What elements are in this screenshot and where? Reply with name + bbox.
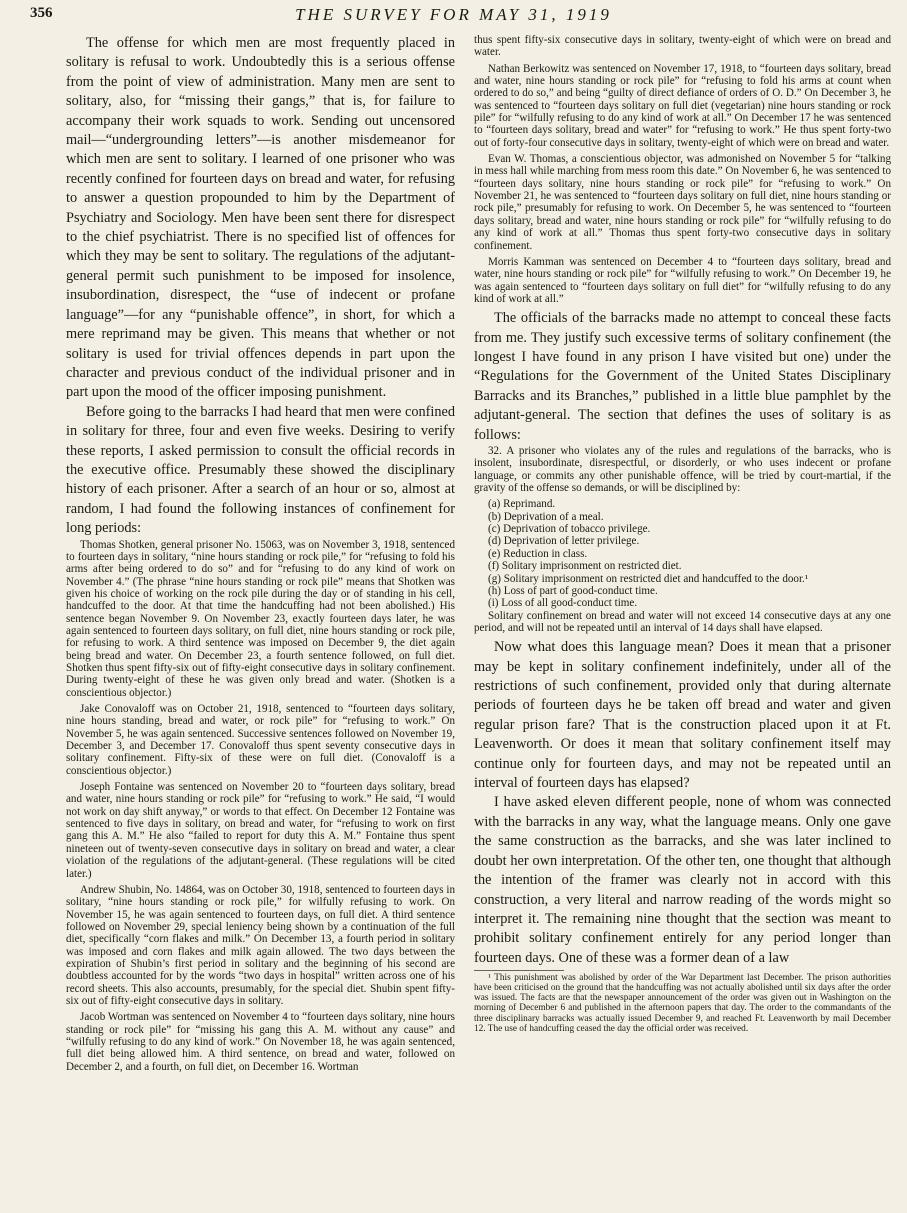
regulation-item: (a) Reprimand. — [488, 498, 556, 511]
regulation-item: (h) Loss of part of good-conduct time. — [488, 584, 658, 597]
regulation-item: (b) Deprivation of a meal. — [488, 510, 604, 523]
right-column — [474, 34, 891, 1034]
case-record-paragraph: Evan W. Thomas, a conscientious objector, was admonished on November 5 for “talking in mess hall while marching from mess room this date.” On November 6, he was sentenced to “fourteen days solitary, nine hours standing or rock pile” for “refusing to work.” On November 21, he was sentenced to “fourteen days solitary on full diet, nine hours standing or rock pile,” presumably for refusing to work. On December 5, he was sentenced to “fourteen days solitary, bread and water, nine hours standing or rock pile” for “wilfully refusing to do any kind of work at all.” Thomas thus spent forty-two consecutive days in solitary confinement. — [474, 153, 891, 252]
regulation-item: (e) Reduction in class. — [488, 547, 588, 560]
body-paragraph: Before going to the barracks I had heard that men were confined in solitary for three, four and even five weeks. Desiring to verify these reports, I asked permission to consult the official records in the executive office. Presumably these showed the disciplinary history of each prisoner. After a search of an hour or so, almost at random, I had found the following instances of confinement for long periods: — [66, 403, 455, 537]
case-record-paragraph: 32. A prisoner who violates any of the rules and regulations of the barracks, who is insolent, insubordinate, disrespectful, or disorderly, or who uses indecent or profane language, or commits any other punishable offence, will be tried by court-martial, if the gravity of the offense so demands, or will be disciplined by: — [474, 445, 891, 495]
body-paragraph: I have asked eleven different people, none of whom was connected with the barracks in any way, what the language means. Only one gave the same construction as the barracks, and she was later inclined to doubt her own interpretation. Of the other ten, one thought that although the intention of the framer was clearly not in accord with this construction, a very literal and narrow reading of the words might so interpret it. The remaining nine thought that the section was meant to prohibit solitary confinement entirely for any period longer than fourteen days. One of these was a former dean of a law — [474, 794, 891, 966]
regulation-item: (c) Deprivation of tobacco privilege. — [488, 523, 651, 536]
case-record-paragraph: Thomas Shotken, general prisoner No. 15063, was on November 3, 1918, sentenced to fourteen days in solitary, “nine hours standing or rock pile,” for “refusing to fold his arms after being ordered to do so” and for “refusing to do any kind of work on November 4.” (The phrase “nine hours standing or rock pile” means that Shotken was given his choice of working on the rock pile during the day or of standing in his cell, handcuffed to the door. At that time the handcuffing had not been abolished.) His sentence began November 9. On November 23, exactly fourteen days later, he was again sentenced to fourteen days solitary, on full diet, nine hours standing or rock pile, for refusing to work. A third sentence was imposed on December 9, the diet again being bread and water. On December 23, a fourth sentence followed, on full diet. Shotken thus spent fifty-six out of fifty-eight consecutive days in solitary confinement. During twenty-eight of these he was given only bread and water. (Shotken is a conscientious objector.) — [66, 538, 455, 699]
case-record-paragraph: Morris Kamman was sentenced on December 4 to “fourteen days solitary, bread and water, nine hours standing or rock pile” for “wilfully refusing to work.” On December 19, he was again sentenced to “fourteen days solitary on full diet” for “wilfully refusing to do any kind of work at all.” — [474, 255, 891, 305]
case-record-paragraph: Jacob Wortman was sentenced on November 4 to “fourteen days solitary, nine hours standing or rock pile” for “missing his gang this A. M. without any cause” and “wilfully refusing to do any kind of work.” On November 18, he was again sentenced, full diet being allowed him. A third sentence, on bread and water, followed on December 2, and a fourth, on full diet, on December 16. Wortman — [66, 1011, 455, 1073]
left-column — [66, 34, 455, 1077]
case-record-paragraph: Jake Conovaloff was on October 21, 1918, sentenced to “fourteen days solitary, nine hours standing, bread and water, or rock pile” for “refusing to work.” On November 5, he was again sentenced. Successive sentences followed on November 19, December 3, and December 17. Conovaloff thus spent seventy consecutive days in solitary confinement. Fifty-six of these were on full diet. (Conovaloff is a conscientious objector.) — [66, 703, 455, 777]
running-title: THE SURVEY FOR MAY 31, 1919 — [295, 5, 612, 24]
regulation-item: (d) Deprivation of letter privilege. — [488, 535, 640, 548]
body-paragraph: Now what does this language mean? Does it mean that a prisoner may be kept in solitary confinement indefinitely, under all of the restrictions of such confinement, provided only that during alternate periods of fourteen days he be taken off bread and water and given regular prison fare? That is the construction placed upon it at Ft. Leavenworth. Or does it mean that solitary confinement itself may continue only for fourteen days, and may not be repeated until an interval of fourteen days has elapsed? — [474, 639, 891, 792]
running-header — [0, 5, 907, 29]
case-record-paragraph: Solitary confinement on bread and water will not exceed 14 consecutive days at any one period, and will not be repeated until an interval of 14 days shall have elapsed. — [474, 609, 891, 634]
case-record-paragraph: Joseph Fontaine was sentenced on November 20 to “fourteen days solitary, bread and water, nine hours standing or rock pile” for “refusing to work.” He said, “I would not work on day shift anyway,” or words to that effect. On December 12 Fontaine was sentenced to five days in solitary, on bread and water, for “refusing to work on first gang this A. M.” He also “failed to report for duty this A. M.” Fontaine thus spent nineteen out of twenty-seven consecutive days in solitary on bread and water, a clear violation of the regulations of the adjutant-general. (These regulations will be cited later.) — [66, 781, 455, 880]
footnote-rule — [474, 970, 564, 971]
regulation-item: (i) Loss of all good-conduct time. — [488, 597, 638, 610]
footnote: ¹ This punishment was abolished by order of the War Department last December. The prison authorities have been criticised on the ground that the handcuffing was not actually abolished until six days after the order was issued. The facts are that the newspaper announcement of the order was given out in Washington on the morning of December 6 and published in the afternoon papers that day. The order to the commandants of the three disciplinary barracks was actually issued December 9, and reached Ft. Leavenworth by mail December 12. The use of handcuffing ceased the day the official order was received. — [474, 973, 891, 1034]
page-number: 356 — [30, 5, 53, 21]
regulation-item: (f) Solitary imprisonment on restricted diet. — [488, 560, 682, 573]
case-record-paragraph: Andrew Shubin, No. 14864, was on October 30, 1918, sentenced to fourteen days in solitary, “nine hours standing or rock pile,” for wilfully refusing to work. On November 15, he was again sentenced to fourteen days, on full diet. A third sentence followed on November 29, special leniency being shown by a continuation of the full diet, specifically “corn flakes and milk.” On December 13, a fourth period in solitary was imposed and corn flakes and milk again allowed. The two days between the expiration of Shubin’s first period in solitary and the beginning of his second are doubtless accounted for by the words “two days in hospital” written across one of his record sheets. This also accounts, presumably, for the special diet. Shubin spent fifty-six out of fifty-eight consecutive days in solitary. — [66, 883, 455, 1007]
body-paragraph: The offense for which men are most frequently placed in solitary is refusal to work. Undoubtedly this is a serious offense from the point of view of administration. Many men are sent to solitary, also, for “missing their gangs,” that is, for failure to accompany their work squads to work. Sending out uncensored mail—“undergrounding letters”—is another misdemeanor for which men are sent to solitary. I learned of one prisoner who was recently confined for fourteen days on bread and water, for refusing to answer a question propounded to him by the Department of Psychiatry and Sociology. Men have been sent there for disrespect to the chief psychiatrist. There is no specified list of offences for which they may be sent to solitary. The regulations of the adjutant-general permit such punishment to be imposed for insolence, insubordination, disrespect, the “use of indecent or profane language”—for any “punishable offence”, in short, for which a mere reprimand may be given. This means that whether or not solitary is used for trivial offences depends in part upon the character and previous conduct of the individual prisoner and in part upon the mood of the officer imposing punishment. — [66, 35, 455, 401]
body-paragraph: The officials of the barracks made no attempt to conceal these facts from me. They justify such excessive terms of solitary confinement (the longest I have found in any prison I have visited but one) under the “Regulations for the Government of the United States Disciplinary Barracks and its Branches,” published in a little blue pamphlet by the adjutant-general. The section that defines the uses of solitary is as follows: — [474, 310, 891, 443]
case-record-paragraph: Nathan Berkowitz was sentenced on November 17, 1918, to “fourteen days solitary, bread and water, nine hours standing or rock pile” for “refusing to fold his arms at count when ordered to do so,” and being “guilty of direct defiance of orders of O. D.” On December 3, he was sentenced to “fourteen days solitary on full diet (vegetarian) nine hours standing or rock pile” for “wilfully refusing to do any kind of work at all.” On December 17 he was sentenced to “fourteen days solitary, bread and water” for “refusing to work.” He thus spent forty-two out of forty-four consecutive days in solitary, twenty-eight of which were on bread and water. — [474, 62, 891, 149]
case-record-paragraph: thus spent fifty-six consecutive days in solitary, twenty-eight of which were on bread and water. — [474, 34, 891, 59]
regulation-list — [488, 498, 891, 609]
regulation-item: (g) Solitary imprisonment on restricted diet and handcuffed to the door.¹ — [488, 572, 809, 585]
